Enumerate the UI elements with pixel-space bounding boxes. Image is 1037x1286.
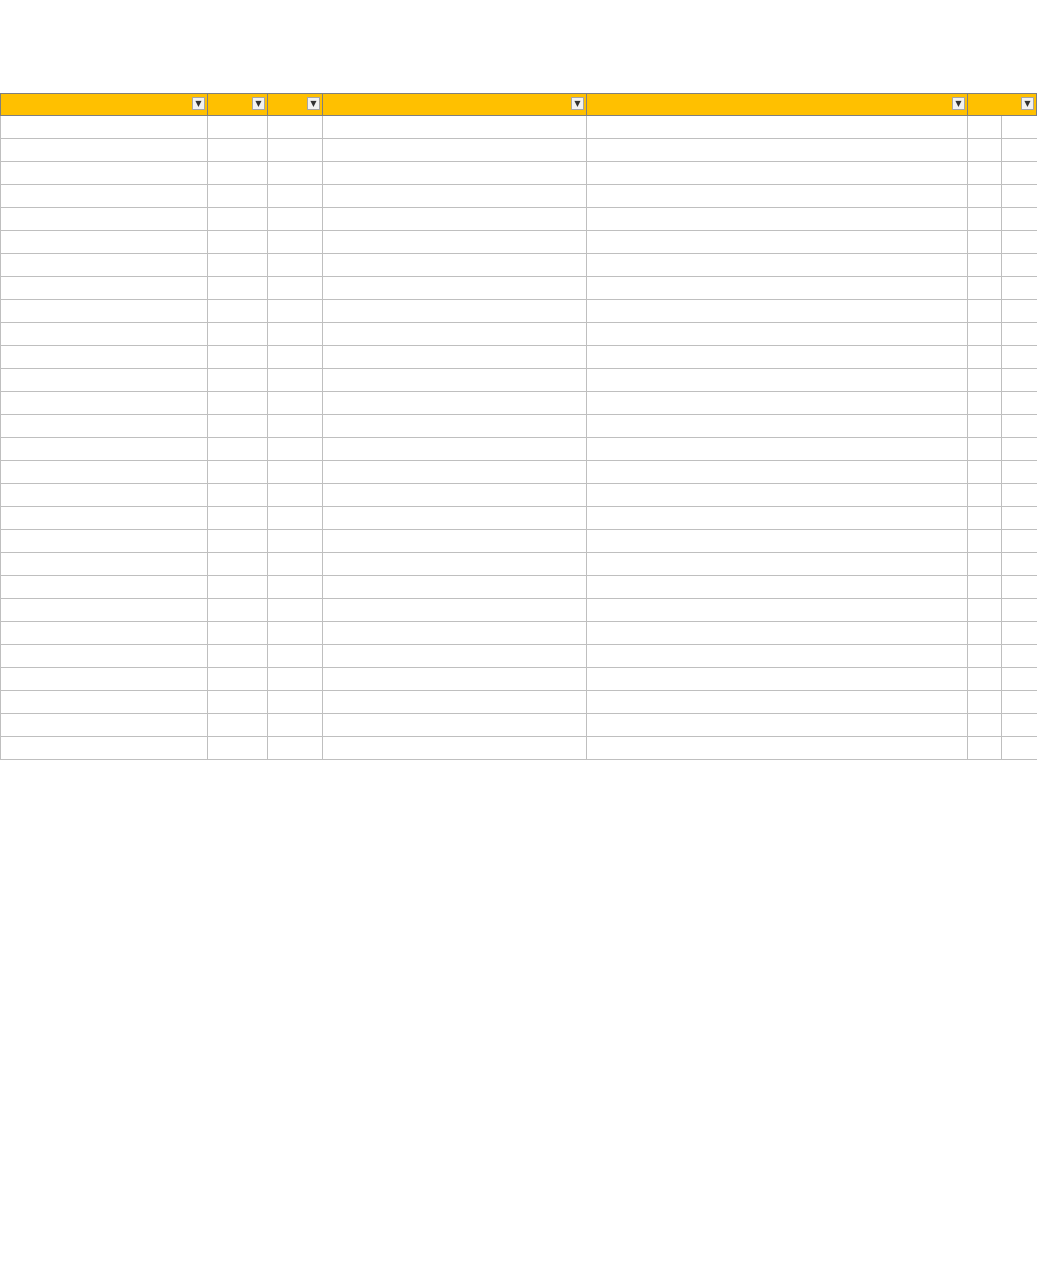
club-name-cell xyxy=(1,139,208,162)
count-cell xyxy=(268,691,323,714)
location-cell xyxy=(968,208,1002,231)
table-row xyxy=(1,576,1037,599)
empty-cell xyxy=(1002,553,1037,576)
filter-dropdown-icon[interactable]: ▼ xyxy=(1021,97,1034,110)
note-cell xyxy=(587,507,968,530)
empty-cell xyxy=(1002,300,1037,323)
club-name-cell xyxy=(1,392,208,415)
place-cell xyxy=(323,737,587,760)
note-cell xyxy=(587,461,968,484)
club-name-cell xyxy=(1,668,208,691)
location-cell xyxy=(968,139,1002,162)
note-cell xyxy=(587,369,968,392)
count-cell xyxy=(268,622,323,645)
location-cell xyxy=(968,668,1002,691)
empty-cell xyxy=(1002,116,1037,139)
location-cell xyxy=(968,507,1002,530)
filter-dropdown-icon[interactable]: ▼ xyxy=(307,97,320,110)
empty-cell xyxy=(1002,691,1037,714)
place-cell xyxy=(323,599,587,622)
empty-cell xyxy=(1002,162,1037,185)
filter-dropdown-icon[interactable]: ▼ xyxy=(252,97,265,110)
empty-cell xyxy=(1002,139,1037,162)
target-cell xyxy=(208,277,268,300)
place-cell xyxy=(323,162,587,185)
target-cell xyxy=(208,323,268,346)
target-cell xyxy=(208,369,268,392)
note-cell xyxy=(587,208,968,231)
place-cell xyxy=(323,254,587,277)
empty-cell xyxy=(1002,185,1037,208)
target-cell xyxy=(208,507,268,530)
note-cell xyxy=(587,300,968,323)
table-row xyxy=(1,668,1037,691)
empty-cell xyxy=(1002,622,1037,645)
table-row xyxy=(1,369,1037,392)
header-club-name xyxy=(1,94,208,116)
empty-cell xyxy=(1002,208,1037,231)
table-row xyxy=(1,737,1037,760)
location-cell xyxy=(968,530,1002,553)
note-cell xyxy=(587,254,968,277)
count-cell xyxy=(268,369,323,392)
count-cell xyxy=(268,737,323,760)
empty-cell xyxy=(1002,737,1037,760)
table-row xyxy=(1,231,1037,254)
location-cell xyxy=(968,691,1002,714)
table-row xyxy=(1,116,1037,139)
empty-cell xyxy=(1002,599,1037,622)
place-cell xyxy=(323,139,587,162)
note-cell xyxy=(587,599,968,622)
empty-cell xyxy=(1002,231,1037,254)
place-cell xyxy=(323,691,587,714)
table-row xyxy=(1,346,1037,369)
club-name-cell xyxy=(1,530,208,553)
empty-cell xyxy=(1002,392,1037,415)
location-cell xyxy=(968,116,1002,139)
filter-dropdown-icon[interactable]: ▼ xyxy=(952,97,965,110)
note-cell xyxy=(587,231,968,254)
club-name-cell xyxy=(1,714,208,737)
location-cell xyxy=(968,461,1002,484)
header-location xyxy=(968,94,1037,116)
empty-cell xyxy=(1002,576,1037,599)
count-cell xyxy=(268,208,323,231)
place-cell xyxy=(323,461,587,484)
count-cell xyxy=(268,438,323,461)
place-cell xyxy=(323,208,587,231)
filter-dropdown-icon[interactable]: ▼ xyxy=(192,97,205,110)
target-cell xyxy=(208,139,268,162)
note-cell xyxy=(587,576,968,599)
target-cell xyxy=(208,208,268,231)
note-cell xyxy=(587,553,968,576)
count-cell xyxy=(268,599,323,622)
club-table xyxy=(0,93,1037,760)
note-cell xyxy=(587,668,968,691)
count-cell xyxy=(268,300,323,323)
count-cell xyxy=(268,392,323,415)
note-cell xyxy=(587,714,968,737)
table-row xyxy=(1,277,1037,300)
count-cell xyxy=(268,277,323,300)
note-cell xyxy=(587,162,968,185)
header-count xyxy=(268,94,323,116)
count-cell xyxy=(268,645,323,668)
location-cell xyxy=(968,346,1002,369)
note-cell xyxy=(587,346,968,369)
target-cell xyxy=(208,300,268,323)
table-row xyxy=(1,162,1037,185)
empty-cell xyxy=(1002,668,1037,691)
place-cell xyxy=(323,714,587,737)
target-cell xyxy=(208,530,268,553)
table-row xyxy=(1,530,1037,553)
club-name-cell xyxy=(1,737,208,760)
place-cell xyxy=(323,277,587,300)
table-row xyxy=(1,645,1037,668)
place-cell xyxy=(323,576,587,599)
location-cell xyxy=(968,599,1002,622)
club-name-cell xyxy=(1,645,208,668)
count-cell xyxy=(268,254,323,277)
table-row xyxy=(1,254,1037,277)
note-cell xyxy=(587,185,968,208)
target-cell xyxy=(208,346,268,369)
club-name-cell xyxy=(1,622,208,645)
table-row xyxy=(1,714,1037,737)
empty-cell xyxy=(1002,323,1037,346)
empty-cell xyxy=(1002,530,1037,553)
note-cell xyxy=(587,622,968,645)
target-cell xyxy=(208,116,268,139)
note-cell xyxy=(587,116,968,139)
table-row xyxy=(1,185,1037,208)
location-cell xyxy=(968,300,1002,323)
note-cell xyxy=(587,415,968,438)
place-cell xyxy=(323,231,587,254)
note-cell xyxy=(587,737,968,760)
empty-cell xyxy=(1002,254,1037,277)
target-cell xyxy=(208,162,268,185)
header-row xyxy=(1,94,1037,116)
location-cell xyxy=(968,162,1002,185)
count-cell xyxy=(268,461,323,484)
place-cell xyxy=(323,484,587,507)
club-name-cell xyxy=(1,346,208,369)
target-cell xyxy=(208,714,268,737)
count-cell xyxy=(268,484,323,507)
empty-cell xyxy=(1002,346,1037,369)
club-name-cell xyxy=(1,277,208,300)
table-row xyxy=(1,415,1037,438)
club-name-cell xyxy=(1,691,208,714)
count-cell xyxy=(268,346,323,369)
location-cell xyxy=(968,392,1002,415)
location-cell xyxy=(968,484,1002,507)
club-name-cell xyxy=(1,369,208,392)
target-cell xyxy=(208,392,268,415)
club-name-cell xyxy=(1,553,208,576)
location-cell xyxy=(968,254,1002,277)
note-cell xyxy=(587,530,968,553)
target-cell xyxy=(208,691,268,714)
place-cell xyxy=(323,553,587,576)
place-cell xyxy=(323,507,587,530)
count-cell xyxy=(268,323,323,346)
header-target xyxy=(208,94,268,116)
table-row xyxy=(1,139,1037,162)
table-row xyxy=(1,507,1037,530)
empty-cell xyxy=(1002,277,1037,300)
club-name-cell xyxy=(1,231,208,254)
empty-cell xyxy=(1002,461,1037,484)
count-cell xyxy=(268,185,323,208)
location-cell xyxy=(968,438,1002,461)
count-cell xyxy=(268,576,323,599)
count-cell xyxy=(268,668,323,691)
place-cell xyxy=(323,185,587,208)
place-cell xyxy=(323,323,587,346)
location-cell xyxy=(968,415,1002,438)
club-name-cell xyxy=(1,323,208,346)
target-cell xyxy=(208,231,268,254)
location-cell xyxy=(968,553,1002,576)
header-place xyxy=(323,94,587,116)
club-name-cell xyxy=(1,185,208,208)
table-row xyxy=(1,461,1037,484)
empty-cell xyxy=(1002,484,1037,507)
club-name-cell xyxy=(1,162,208,185)
empty-cell xyxy=(1002,714,1037,737)
note-cell xyxy=(587,438,968,461)
count-cell xyxy=(268,553,323,576)
count-cell xyxy=(268,507,323,530)
place-cell xyxy=(323,438,587,461)
place-cell xyxy=(323,346,587,369)
target-cell xyxy=(208,645,268,668)
count-cell xyxy=(268,162,323,185)
table-row xyxy=(1,599,1037,622)
count-cell xyxy=(268,530,323,553)
location-cell xyxy=(968,622,1002,645)
target-cell xyxy=(208,668,268,691)
target-cell xyxy=(208,622,268,645)
note-cell xyxy=(587,392,968,415)
club-name-cell xyxy=(1,484,208,507)
club-name-cell xyxy=(1,254,208,277)
location-cell xyxy=(968,369,1002,392)
place-cell xyxy=(323,300,587,323)
place-cell xyxy=(323,392,587,415)
club-name-cell xyxy=(1,116,208,139)
header-note xyxy=(587,94,968,116)
target-cell xyxy=(208,415,268,438)
count-cell xyxy=(268,231,323,254)
target-cell xyxy=(208,254,268,277)
empty-cell xyxy=(1002,438,1037,461)
place-cell xyxy=(323,116,587,139)
note-cell xyxy=(587,139,968,162)
location-cell xyxy=(968,737,1002,760)
place-cell xyxy=(323,369,587,392)
place-cell xyxy=(323,415,587,438)
location-cell xyxy=(968,714,1002,737)
location-cell xyxy=(968,231,1002,254)
club-name-cell xyxy=(1,208,208,231)
table-row xyxy=(1,691,1037,714)
target-cell xyxy=(208,599,268,622)
location-cell xyxy=(968,576,1002,599)
table-row xyxy=(1,208,1037,231)
target-cell xyxy=(208,737,268,760)
target-cell xyxy=(208,461,268,484)
note-cell xyxy=(587,645,968,668)
target-cell xyxy=(208,553,268,576)
note-cell xyxy=(587,691,968,714)
count-cell xyxy=(268,415,323,438)
count-cell xyxy=(268,714,323,737)
place-cell xyxy=(323,645,587,668)
target-cell xyxy=(208,576,268,599)
table-row xyxy=(1,323,1037,346)
filter-dropdown-icon[interactable]: ▼ xyxy=(571,97,584,110)
table-row xyxy=(1,392,1037,415)
count-cell xyxy=(268,139,323,162)
club-name-cell xyxy=(1,300,208,323)
note-cell xyxy=(587,277,968,300)
note-cell xyxy=(587,323,968,346)
empty-cell xyxy=(1002,369,1037,392)
place-cell xyxy=(323,530,587,553)
location-cell xyxy=(968,185,1002,208)
empty-cell xyxy=(1002,415,1037,438)
club-name-cell xyxy=(1,599,208,622)
club-name-cell xyxy=(1,576,208,599)
location-cell xyxy=(968,277,1002,300)
place-cell xyxy=(323,622,587,645)
count-cell xyxy=(268,116,323,139)
club-name-cell xyxy=(1,507,208,530)
title-band xyxy=(0,0,1037,94)
table-row xyxy=(1,553,1037,576)
table-body xyxy=(1,116,1037,760)
table-row xyxy=(1,300,1037,323)
table-row xyxy=(1,622,1037,645)
club-name-cell xyxy=(1,438,208,461)
location-cell xyxy=(968,323,1002,346)
club-name-cell xyxy=(1,415,208,438)
target-cell xyxy=(208,484,268,507)
target-cell xyxy=(208,438,268,461)
empty-cell xyxy=(1002,507,1037,530)
table-row xyxy=(1,438,1037,461)
club-name-cell xyxy=(1,461,208,484)
note-cell xyxy=(587,484,968,507)
location-cell xyxy=(968,645,1002,668)
table-row xyxy=(1,484,1037,507)
target-cell xyxy=(208,185,268,208)
place-cell xyxy=(323,668,587,691)
empty-cell xyxy=(1002,645,1037,668)
